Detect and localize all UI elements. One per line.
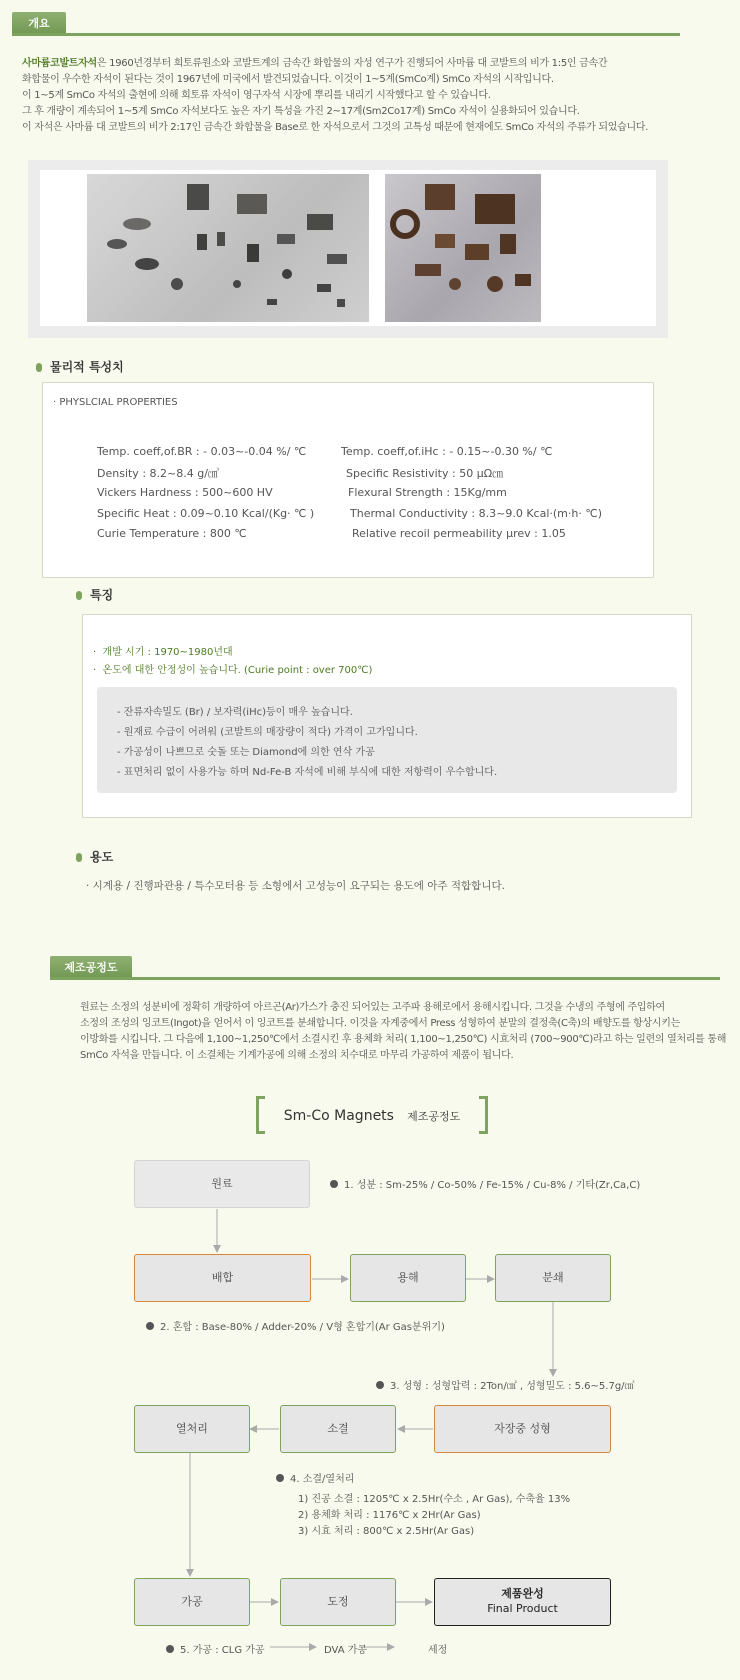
- step-bullet-icon: [276, 1474, 284, 1482]
- prop-right-4: Thermal Conductivity : 8.3~9.0 Kcal·(m·h· ℃): [350, 507, 603, 520]
- node-crushing: 분쇄: [495, 1254, 611, 1302]
- node-raw-material: 원료: [134, 1160, 310, 1208]
- diagram-subtitle-text: 제조공정도: [407, 1110, 461, 1123]
- node-heat-treatment: 열처리: [134, 1405, 250, 1453]
- feature-highlight-2: · 온도에 대한 안정성이 높습니다. (Curie point : over 700℃): [93, 665, 373, 676]
- note-cleaning: 세정: [428, 1645, 448, 1656]
- note-pressing-text: 3. 성형 : 성형압력 : 2Ton/㎠ , 성형밀도 : 5.6~5.7g/㎤: [390, 1381, 635, 1392]
- node-mixing: 배합: [134, 1254, 311, 1302]
- physical-box-title-text: PHYSLCIAL PROPERTIES: [59, 397, 178, 408]
- prop-right-3: Flexural Strength : 15Kg/mm: [348, 486, 507, 499]
- prop-left-5: Curie Temperature : 800 ℃: [97, 527, 247, 540]
- note-composition: [330, 1176, 640, 1191]
- node-machining: 가공: [134, 1578, 250, 1626]
- note-pressing: [376, 1377, 635, 1392]
- note-aging-treat: 3) 시효 처리 : 800℃ x 2.5Hr(Ar Gas): [298, 1526, 475, 1537]
- usage-text: · 시계용 / 진행파관용 / 특수모터용 등 소형에서 고성능이 요구되는 용도에 아주 적합합니다.: [86, 880, 505, 892]
- note-solution-treat: 2) 용체화 처리 : 1176℃ x 2Hr(Ar Gas): [298, 1510, 481, 1521]
- node-final-product: [434, 1578, 611, 1626]
- process-line-3: 이방화를 시킵니다. 그 다음에 1,100~1,250℃에서 소결시킨 후 용체화 처리( 1,100~1,250℃) 시효처리 (700~900℃)라고 하는 일련의 열처리를 통해: [80, 1034, 727, 1045]
- overview-tab: 개요: [12, 12, 66, 36]
- node-plating: 도정: [280, 1578, 396, 1626]
- node-sintering: 소결: [280, 1405, 396, 1453]
- intro-highlight: 사마륨코발트자석: [22, 58, 97, 69]
- usage-heading-text: 용도: [90, 850, 114, 864]
- feature-highlight-1: · 개발 시기 : 1970~1980년대: [93, 647, 233, 658]
- process-line-1: 원료는 소정의 성분비에 정확히 개량하여 아르곤(Ar)가스가 충진 되어있는 고주파 용해로에서 용해시킵니다. 그것을 수냉의 주형에 주입하여: [80, 1002, 665, 1013]
- note-composition-text: 1. 성분 : Sm-25% / Co-50% / Fe-15% / Cu-8% / 기타(Zr,Ca,C): [344, 1180, 641, 1191]
- prop-right-1: Temp. coeff,of.iHc : - 0.15~-0.30 %/ ℃: [341, 445, 553, 458]
- prop-left-4: Specific Heat : 0.09~0.10 Kcal/(Kg· ℃ ): [97, 507, 315, 520]
- note-machining: [166, 1641, 265, 1656]
- feature-highlight-1-text: 개발 시기 : 1970~1980년대: [102, 647, 233, 658]
- step-bullet-icon: [166, 1645, 174, 1653]
- feature-detail-3: - 가공성이 나쁘므로 숫돌 또는 Diamond에 의한 연삭 가공: [117, 747, 375, 758]
- step-bullet-icon: [146, 1322, 154, 1330]
- intro-line-4: 그 후 개량이 계속되어 1~5계 SmCo 자석보다도 높은 자기 특성을 가진 2~17계(Sm2Co17계) SmCo 자석이 실용화되어 있습니다.: [22, 106, 580, 117]
- note-machining-text: 5. 가공 : CLG 가공: [180, 1645, 265, 1656]
- physical-heading-text: 물리적 특성치: [50, 360, 124, 374]
- intro-line-1: 은 1960년경부터 희토류원소와 코발트계의 금속간 화합물의 자성 연구가 진행되어 사마륨 대 코발트의 비가 1:5인 금속간: [96, 58, 608, 69]
- final-product-korean: 제품완성: [501, 1587, 544, 1600]
- process-line-4: SmCo 자석을 만듭니다. 이 소결체는 기계가공에 의해 소정의 치수대로 마무리 가공하여 제품이 됩니다.: [80, 1050, 514, 1061]
- feature-detail-2: - 원재료 수급이 어려워 (코발트의 매장량이 적다) 가격이 고가입니다.: [117, 727, 418, 738]
- feature-detail-1: - 잔류자속밀도 (Br) / 보자력(iHc)등이 매우 높습니다.: [117, 707, 353, 718]
- node-melting: 용해: [350, 1254, 466, 1302]
- feature-detail-4: - 표면처리 없이 사용가능 하며 Nd-Fe-B 자석에 비해 부식에 대한 저항력이 우수합니다.: [117, 767, 498, 778]
- note-sinter-heat-text: 4. 소결/열처리: [290, 1474, 355, 1485]
- note-mixing-text: 2. 혼합 : Base-80% / Adder-20% / V형 혼합기(Ar Gas분위기): [160, 1322, 445, 1333]
- node-magnetic-pressing: 자장중 성형: [434, 1405, 611, 1453]
- prop-left-1: Temp. coeff,of.BR : - 0.03~-0.04 %/ ℃: [97, 445, 307, 458]
- note-mixing: [146, 1318, 445, 1333]
- prop-right-5: Relative recoil permeability μrev : 1.05: [352, 527, 566, 540]
- intro-line-3: 이 1~5계 SmCo 자석의 출현에 의해 희토류 자석이 영구자석 시장에 뿌리를 내리기 시작했다고 할 수 있습니다.: [22, 90, 491, 101]
- physical-box-title: · PHYSLCIAL PROPERTIES: [53, 397, 178, 408]
- note-dva: DVA 가공: [324, 1645, 368, 1656]
- intro-line-2: 화합물이 우수한 자석이 된다는 것이 1967년에 미국에서 발견되었습니다. 이것이 1~5계(SmCo계) SmCo 자석의 시작입니다.: [22, 74, 554, 85]
- intro-line-5: 이 자석은 사마륨 대 코발트의 비가 2:17인 금속간 화합물을 Base로 한 자석으로서 그것의 고특성 때문에 현재에도 SmCo 자석의 주류가 되었습니다.: [22, 122, 649, 133]
- diagram-title-text: Sm-Co Magnets: [283, 1108, 394, 1124]
- final-product-english: Final Product: [487, 1602, 558, 1615]
- process-line-2: 소정의 조성의 잉코트(Ingot)을 얻어서 이 잉코트를 분쇄합니다. 이것을 자계중에서 Press 성형하여 분말의 결정축(C축)의 배향도를 항상시키는: [80, 1018, 680, 1029]
- note-vacuum-sinter: 1) 진공 소결 : 1205℃ x 2.5Hr(수소 , Ar Gas), 수축율 13%: [298, 1494, 571, 1505]
- features-heading-text: 특징: [90, 588, 114, 602]
- prop-left-2: Density : 8.2~8.4 g/㎤: [97, 467, 219, 480]
- process-tab: 제조공정도: [50, 956, 132, 980]
- prop-right-2: Specific Resistivity : 50 μΩ㎝: [346, 467, 504, 480]
- prop-left-3: Vickers Hardness : 500~600 HV: [97, 486, 273, 499]
- note-sinter-heat: [276, 1470, 354, 1485]
- step-bullet-icon: [330, 1180, 338, 1188]
- feature-highlight-2-text: 온도에 대한 안정성이 높습니다. (Curie point : over 700℃): [102, 665, 373, 676]
- step-bullet-icon: [376, 1381, 384, 1389]
